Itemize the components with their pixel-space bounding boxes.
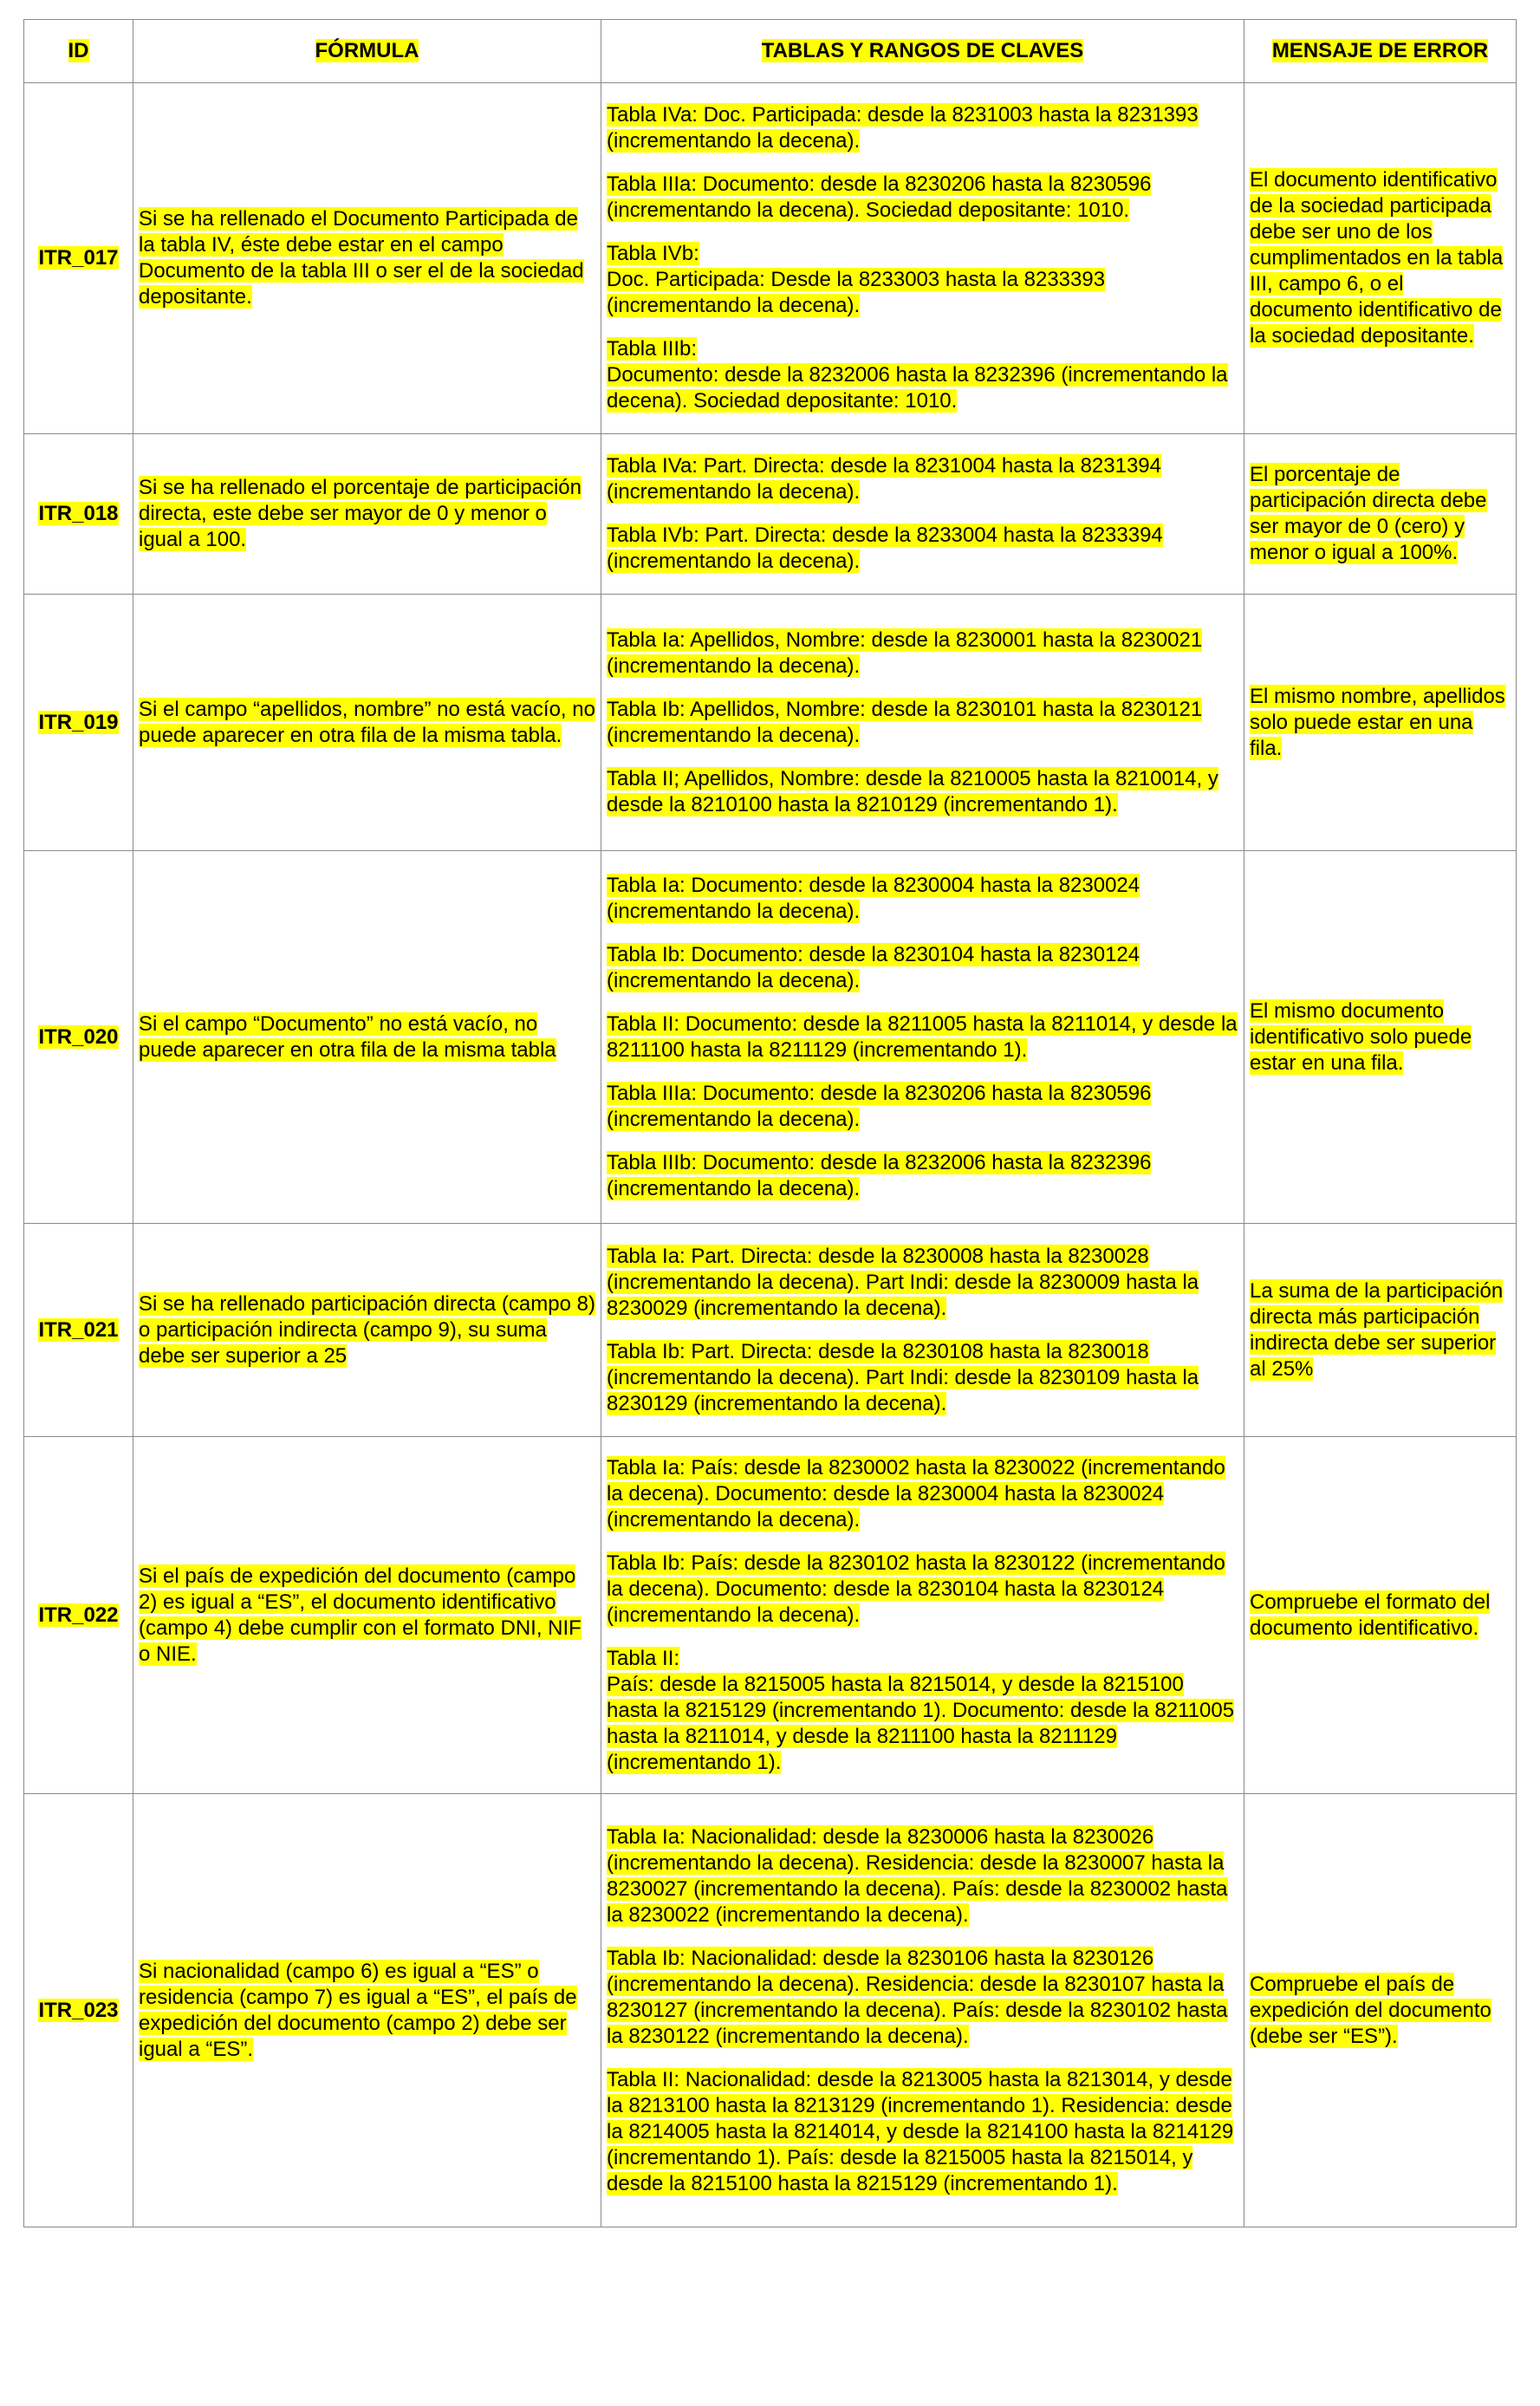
- table-range-paragraph: Tabla Ia: Part. Directa: desde la 8230008 hasta la 8230028 (incrementando la decena). Part Indi: desde la 8230009 hasta la 8230029 (incrementando la decena).: [607, 1244, 1199, 1320]
- table-range-paragraph: Tabla II: País: desde la 8215005 hasta la 8215014, y desde la 8215100 hasta la 8215129 (incrementando 1). Documento: desde la 8211005 hasta la 8211014, y desde la 8211100 hasta la 8211129 (incrementando 1).: [607, 1646, 1235, 1774]
- rule-formula: Si nacionalidad (campo 6) es igual a “ES” o residencia (campo 7) es igual a “ES”, el país de expedición del documento (campo 2) debe ser igual a “ES”.: [133, 1794, 601, 2227]
- rule-id: ITR_020: [24, 851, 133, 1224]
- table-range-paragraph: Tabla IVa: Part. Directa: desde la 8231004 hasta la 8231394 (incrementando la decena).: [607, 454, 1161, 504]
- table-row: [24, 1794, 1517, 2227]
- table-range-paragraph: Tabla Ib: Nacionalidad: desde la 8230106 hasta la 8230126 (incrementando la decena). Residencia: desde la 8230107 hasta la 8230127 (incrementando la decena). País: desde la 8230102 hasta la 8230122 (incrementando la decena).: [607, 1946, 1228, 2048]
- table-range-paragraph: Tabla IVa: Doc. Participada: desde la 8231003 hasta la 8231393 (incrementando la decena).: [607, 103, 1199, 153]
- table-row: [24, 434, 1517, 595]
- table-range-paragraph: Tabla IIIa: Documento: desde la 8230206 hasta la 8230596 (incrementando la decena).: [607, 1081, 1152, 1131]
- table-range-paragraph: Tabla Ia: Apellidos, Nombre: desde la 8230001 hasta la 8230021 (incrementando la decena).: [607, 628, 1203, 678]
- rule-id: ITR_023: [24, 1794, 133, 2227]
- table-row: [24, 83, 1517, 434]
- table-row: [24, 1437, 1517, 1794]
- rule-id: ITR_018: [24, 434, 133, 595]
- table-range-paragraph: Tabla Ia: Nacionalidad: desde la 8230006 hasta la 8230026 (incrementando la decena). Residencia: desde la 8230007 hasta la 8230027 (incrementando la decena). País: desde la 8230002 hasta la 8230022 (incrementando la decena).: [607, 1824, 1228, 1927]
- rule-formula: Si se ha rellenado participación directa (campo 8) o participación indirecta (campo 9), su suma debe ser superior a 25: [133, 1224, 601, 1437]
- table-range-paragraph: Tabla IVb: Doc. Participada: Desde la 8233003 hasta la 8233393 (incrementando la decena).: [607, 242, 1106, 317]
- validation-rules-table: [23, 19, 1517, 2227]
- rule-table-ranges: [601, 434, 1244, 595]
- rule-table-ranges: [601, 1224, 1244, 1437]
- rule-table-ranges: [601, 1437, 1244, 1794]
- rule-error-message: El documento identificativo de la sociedad participada debe ser uno de los cumplimentados en la tabla III, campo 6, o el documento identificativo de la sociedad depositante.: [1244, 83, 1517, 434]
- table-range-paragraph: Tabla Ib: Apellidos, Nombre: desde la 8230101 hasta la 8230121 (incrementando la decena).: [607, 697, 1203, 747]
- rule-error-message: El mismo nombre, apellidos solo puede estar en una fila.: [1244, 595, 1517, 851]
- rule-formula: Si se ha rellenado el porcentaje de participación directa, este debe ser mayor de 0 y menor o igual a 100.: [133, 434, 601, 595]
- table-range-paragraph: Tabla II: Nacionalidad: desde la 8213005 hasta la 8213014, y desde la 8213100 hasta la 8213129 (incrementando 1). Residencia: desde la 8214005 hasta la 8214014, y desde la 8214100 hasta la 8214129 (incrementando 1). País: desde la 8215005 hasta la 8215014, y desde la 8215100 hasta la 8215129 (incrementando 1).: [607, 2067, 1234, 2195]
- rule-error-message: Compruebe el país de expedición del documento (debe ser “ES”).: [1244, 1794, 1517, 2227]
- table-range-paragraph: Tabla Ib: Part. Directa: desde la 8230108 hasta la 8230018 (incrementando la decena). Part Indi: desde la 8230109 hasta la 8230129 (incrementando la decena).: [607, 1339, 1199, 1415]
- table-range-paragraph: Tabla II: Documento: desde la 8211005 hasta la 8211014, y desde la 8211100 hasta la 8211129 (incrementando 1).: [607, 1011, 1238, 1062]
- table-range-paragraph: Tabla Ia: País: desde la 8230002 hasta la 8230022 (incrementando la decena). Documento: desde la 8230004 hasta la 8230024 (incrementando la decena).: [607, 1455, 1225, 1531]
- table-range-paragraph: Tabla IIIb: Documento: desde la 8232006 hasta la 8232396 (incrementando la decena).: [607, 1150, 1152, 1200]
- table-body: [24, 83, 1517, 2227]
- table-range-paragraph: Tabla IVb: Part. Directa: desde la 8233004 hasta la 8233394 (incrementando la decena).: [607, 523, 1163, 573]
- rule-formula: Si el país de expedición del documento (campo 2) es igual a “ES”, el documento identificativo (campo 4) debe cumplir con el formato DNI, NIF o NIE.: [133, 1437, 601, 1794]
- table-range-paragraph: Tabla Ia: Documento: desde la 8230004 hasta la 8230024 (incrementando la decena).: [607, 873, 1140, 923]
- rule-table-ranges: [601, 851, 1244, 1224]
- table-row: [24, 1224, 1517, 1437]
- table-range-paragraph: Tabla Ib: País: desde la 8230102 hasta la 8230122 (incrementando la decena). Documento: desde la 8230104 hasta la 8230124 (incrementando la decena).: [607, 1551, 1225, 1627]
- table-range-paragraph: Tabla IIIb: Documento: desde la 8232006 hasta la 8232396 (incrementando la decena). Sociedad depositante: 1010.: [607, 337, 1228, 413]
- rule-formula: Si el campo “Documento” no está vacío, no puede aparecer en otra fila de la misma tabla: [133, 851, 601, 1224]
- rule-id: ITR_022: [24, 1437, 133, 1794]
- rule-formula: Si se ha rellenado el Documento Participada de la tabla IV, éste debe estar en el campo Documento de la tabla III o ser el de la sociedad depositante.: [133, 83, 601, 434]
- rule-error-message: La suma de la participación directa más participación indirecta debe ser superior al 25%: [1244, 1224, 1517, 1437]
- rule-id: ITR_017: [24, 83, 133, 434]
- rule-error-message: Compruebe el formato del documento identificativo.: [1244, 1437, 1517, 1794]
- header-message: MENSAJE DE ERROR: [1244, 20, 1517, 83]
- rule-table-ranges: [601, 83, 1244, 434]
- rule-error-message: El mismo documento identificativo solo puede estar en una fila.: [1244, 851, 1517, 1224]
- rule-error-message: El porcentaje de participación directa debe ser mayor de 0 (cero) y menor o igual a 100%.: [1244, 434, 1517, 595]
- table-range-paragraph: Tabla II; Apellidos, Nombre: desde la 8210005 hasta la 8210014, y desde la 8210100 hasta la 8210129 (incrementando 1).: [607, 766, 1218, 816]
- rule-table-ranges: [601, 1794, 1244, 2227]
- rule-id: ITR_019: [24, 595, 133, 851]
- rule-formula: Si el campo “apellidos, nombre” no está vacío, no puede aparecer en otra fila de la misma tabla.: [133, 595, 601, 851]
- rule-table-ranges: [601, 595, 1244, 851]
- rule-id: ITR_021: [24, 1224, 133, 1437]
- header-tables: TABLAS Y RANGOS DE CLAVES: [601, 20, 1244, 83]
- header-row: [24, 20, 1517, 83]
- table-range-paragraph: Tabla IIIa: Documento: desde la 8230206 hasta la 8230596 (incrementando la decena). Sociedad depositante: 1010.: [607, 172, 1152, 222]
- header-formula: FÓRMULA: [133, 20, 601, 83]
- table-range-paragraph: Tabla Ib: Documento: desde la 8230104 hasta la 8230124 (incrementando la decena).: [607, 942, 1140, 992]
- table-row: [24, 595, 1517, 851]
- header-id: ID: [24, 20, 133, 83]
- table-row: [24, 851, 1517, 1224]
